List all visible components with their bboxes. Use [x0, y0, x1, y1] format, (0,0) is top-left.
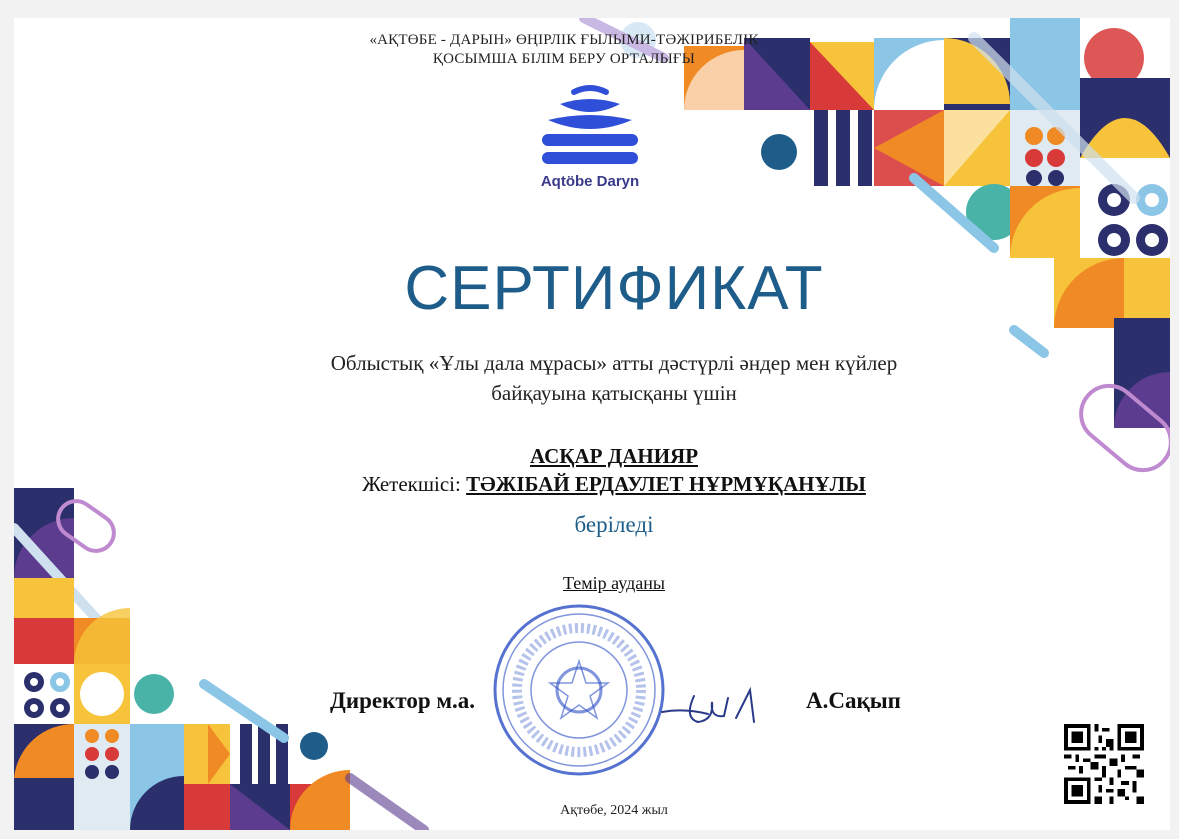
- place-and-year: Ақтөбе, 2024 жыл: [560, 803, 668, 818]
- official-stamp-icon: [490, 601, 668, 779]
- supervisor-label: Жетекшісі:: [362, 472, 461, 496]
- supervisor-name: ТӘЖІБАЙ ЕРДАУЛЕТ НҰРМҰҚАНҰЛЫ: [466, 472, 866, 496]
- district-name: Темір ауданы: [562, 573, 665, 593]
- recipient-name: АСҚАР ДАНИЯР: [529, 444, 699, 468]
- director-label: Директор м.а.: [330, 688, 476, 713]
- certificate-sheet: [14, 18, 1170, 830]
- organization-line-1: «АҚТӨБЕ - ДАРЫН» ӨҢІРЛІК ҒЫЛЫМИ-ТӘЖІРИБЕЛІК: [369, 32, 759, 48]
- organization-line-2: ҚОСЫМША БІЛІМ БЕРУ ОРТАЛЫҒЫ: [432, 51, 696, 67]
- handwritten-signature-icon: [654, 678, 774, 738]
- certificate-title: СЕРТИФИКАТ: [404, 254, 824, 323]
- director-name: А.Сақып: [806, 688, 901, 713]
- supervisor-line: [214, 472, 1014, 497]
- reason-line-2: байқауына қатысқаны үшін: [491, 381, 737, 405]
- logo-wordmark: Aqtöbe Daryn: [540, 173, 640, 190]
- qr-code-icon[interactable]: [1064, 724, 1144, 804]
- awarded-text: беріледі: [574, 512, 654, 537]
- decorative-pattern-bottom-left: [14, 488, 444, 830]
- reason-line-1: Облыстық «Ұлы дала мұрасы» атты дәстүрлі әндер мен күйлер: [330, 351, 898, 375]
